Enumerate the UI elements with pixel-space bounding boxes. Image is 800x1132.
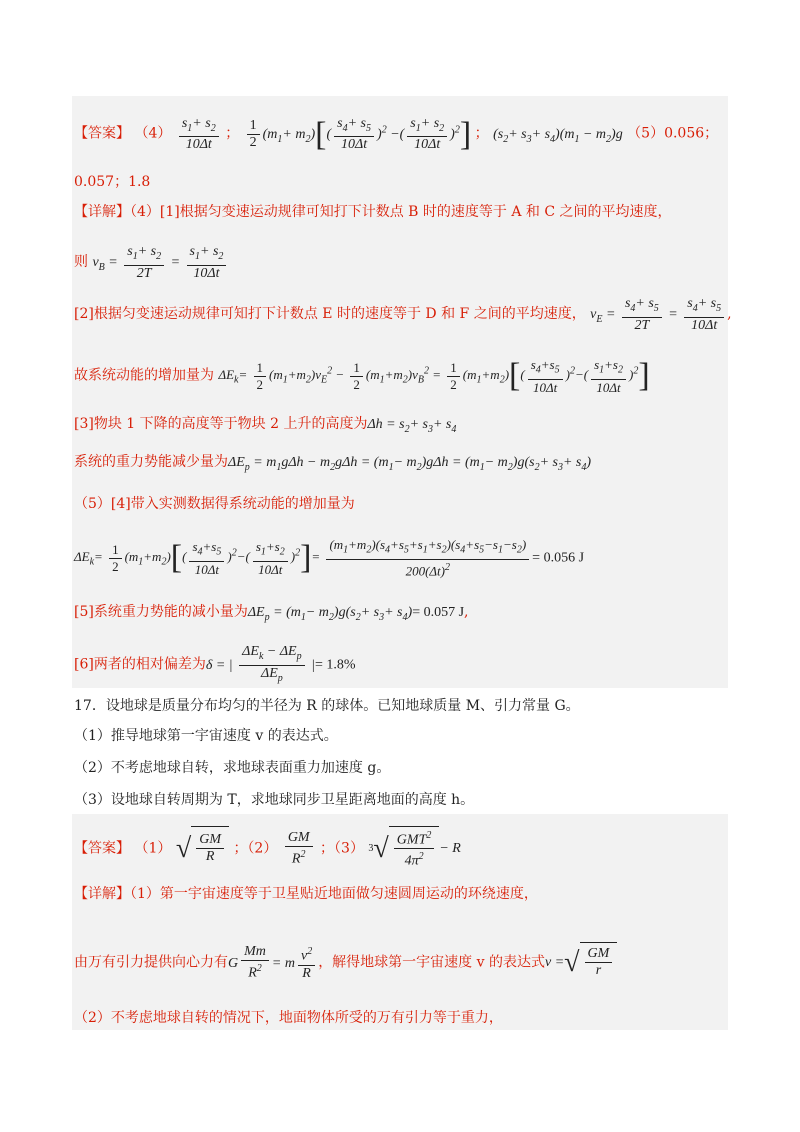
detail-tag: 【详解】: [74, 204, 130, 220]
formula-ep: $(s_2+ s_3+ s_4)(m_1 - m_2)g$: [493, 126, 623, 145]
detail2-text2b: ，解得地球第一宇宙速度 v 的表达式: [318, 954, 545, 971]
detail1-then: 则: [74, 254, 88, 271]
answer2-tag: 【答案】: [74, 840, 130, 857]
detail1-ep-line: [74, 452, 591, 478]
detail1-text3: 故系统动能的增加量为: [74, 367, 214, 384]
answer-part4-label: （4）: [134, 125, 172, 142]
detail1-ve-line: [2]根据匀变速运动规律可知打下计数点 E 时的速度等于 D 和 F 之间的平均速度， $v_E$ = $\frac{s_4+ s_5}{2T}$ = $\frac{s_4+ s_5}{10\Delta t}$ ,: [74, 296, 732, 333]
formula-ep-detail: $\Delta E_p = m_1g\Delta h - m_2g\Delta h = (m_1- m_2)g\Delta h = (m_1- m_2)g(s_2+ s_3+ s_4)$: [228, 455, 592, 473]
detail1-text6: （5）[4]带入实测数据得系统动能的增加量为: [74, 496, 355, 512]
formula-delta-h: $\Delta h = s_2+ s_3+ s_4$: [367, 417, 457, 435]
formula-v: v = √ $\frac{GM}{r}$: [545, 942, 617, 983]
formula-ep-value: $\Delta E_p = (m_1- m_2)g(s_2+ s_3+ s_4)$: [247, 605, 413, 623]
detail2-line1: [74, 884, 538, 904]
detail2-text2: 由万有引力提供向心力有: [74, 954, 228, 971]
detail1-text5: 系统的重力势能减少量为: [74, 454, 228, 470]
answer2-p1: （1）: [134, 840, 172, 857]
detail1-ep-value-line: [5]系统重力势能的减小量为$\Delta E_p = (m_1- m_2)g(s_2+ s_3+ s_4)= 0.057$ J,: [74, 604, 469, 623]
detail2-gravity-line: [74, 942, 617, 984]
answer-part5: （5）0.056；: [627, 125, 719, 142]
detail1-height-line: [74, 414, 456, 440]
answer1-continued: 0.057；1.8: [74, 174, 151, 190]
detail1-text1: （4）[1]根据匀变速运动规律可知打下计数点 B 时的速度等于 A 和 C 之间的平均速度，: [130, 204, 672, 220]
detail1-line1: [74, 202, 672, 222]
result-ep: = 0.057 J: [412, 605, 465, 620]
result-deviation: = 1.8%: [314, 657, 356, 673]
formula-g: $\frac{GM}{R^2}$: [282, 842, 316, 857]
answer-sep1: ；: [225, 125, 240, 142]
detail2-text1: （1）第一宇宙速度等于卫星贴近地面做匀速圆周运动的环绕速度，: [130, 886, 538, 902]
formula-ek: $\frac{1}{2}$ $(m_1+ m_2)$[( $\frac{s_4+ s_5}{10\Delta t}$ )$^2$ −( $\frac{s_1+ s_2}{10\Delta t}$ )$^2$]: [244, 127, 475, 142]
q17-stem: 17．设地球是质量分布均匀的半径为 R 的球体。已知地球质量 M、引力常量 G。: [74, 698, 580, 714]
formula-ek-detail: $\Delta E_k=$ $\frac{1}{2}$ $(m_1+m_2)v_E^2$ − $\frac{1}{2}$ $(m_1+m_2)v_B^2$ = $\frac{1}{2}$ $(m_1+m_2)$[( $\frac{s_4+s_5}{10\Delta t}$ )$^2$−( $\frac{s_1+s_2}{10\Delta t}$ )$^2$]: [218, 357, 650, 395]
answer2-p3: ；（3）: [320, 840, 364, 857]
detail1-vb-line: [74, 244, 229, 286]
detail1-text2: [2]根据匀变速运动规律可知打下计数点 E 时的速度等于 D 和 F 之间的平均速度，: [74, 306, 586, 323]
formula-vb: $\frac{s_1+ s_2}{10\Delta t}$: [176, 127, 225, 142]
detail1-ek-value-line: [74, 532, 584, 585]
answer2-p2: ；（2）: [233, 840, 278, 857]
detail1-text7: [5]系统重力势能的减小量为: [74, 604, 248, 620]
formula-cbrt-h: 3 √ $\frac{GMT^2}{4\pi^2}$ − R: [368, 826, 460, 871]
formula-ve: $v_E$ = $\frac{s_4+ s_5}{2T}$ = $\frac{s_4+ s_5}{10\Delta t}$: [590, 307, 727, 322]
formula-deviation: δ = | $\frac{\Delta E_k - \Delta E_p}{\Delta E_p}$ |: [205, 644, 315, 684]
formula-gravity: G $\frac{Mm}{R^2}$ = m $\frac{v^2}{R}$: [228, 956, 318, 971]
detail2-text3: （2）不考虑地球自转的情况下，地面物体所受的万有引力等于重力，: [74, 1010, 503, 1026]
formula-ek-value: $\Delta E_k=$ $\frac{1}{2}$ $(m_1+m_2)$[( $\frac{s_4+s_5}{10\Delta t}$ )$^2$−( $\frac{s_1+s_2}{10\Delta t}$ )$^2$]= $\frac{(m_1+m_2)(s_4+s_5+s_1+s_2)(s_4+s_5-s_1-s_2)}{200(\Delta t)^2}$: [74, 549, 532, 564]
q17-part2: （2）不考虑地球自转，求地球表面重力加速度 g。: [74, 760, 391, 776]
result-ek: = 0.056 J: [532, 550, 585, 566]
formula-sqrt-gm-r: √ $\frac{GM}{R}$: [176, 826, 229, 871]
detail1-text8: [6]两者的相对偏差为: [74, 656, 206, 673]
answer2-line: [74, 826, 461, 872]
q17-part3: （3）设地球自转周期为 T，求地球同步卫星距离地面的高度 h。: [74, 792, 475, 808]
detail1-deviation-line: [74, 644, 356, 687]
formula-vb-detail: $v_B$ = $\frac{s_1+ s_2}{2T}$ = $\frac{s_1+ s_2}{10\Delta t}$: [92, 255, 229, 270]
q17-part1: （1）推导地球第一宇宙速度 v 的表达式。: [74, 728, 338, 744]
answer-sep2: ；: [474, 125, 489, 142]
detail2-tag: 【详解】: [74, 886, 130, 902]
detail1-ek-line: [74, 352, 650, 401]
answer-tag: 【答案】: [74, 125, 130, 142]
answer1-line: [74, 110, 718, 159]
detail1-text4: [3]物块 1 下降的高度等于物块 2 上升的高度为: [74, 416, 368, 432]
